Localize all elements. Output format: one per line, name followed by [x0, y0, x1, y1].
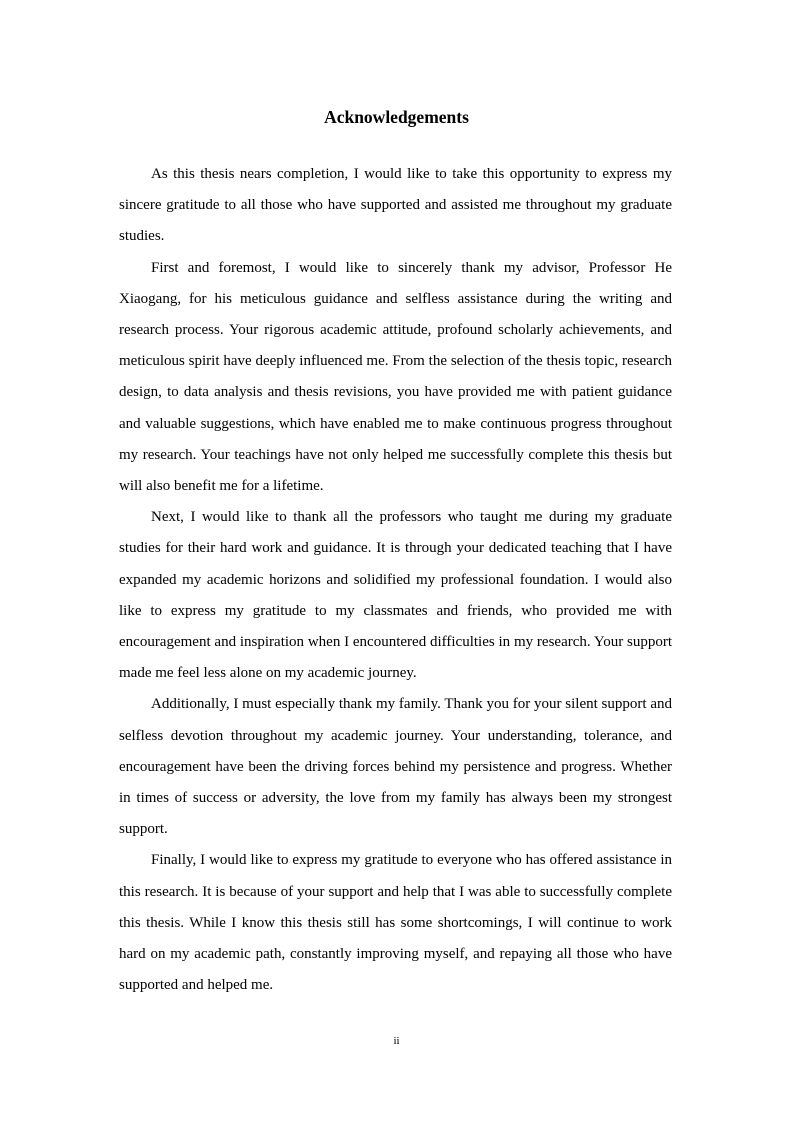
paragraph-2: First and foremost, I would like to sincerely thank my advisor, Professor He Xiaogang, for his meticulous guidance and selfless assistance during the writing and research process. Your rigorous academic attitude, profound scholarly achievements, and meticulous spirit have deeply influenced me. From the selection of the thesis topic, research design, to data analysis and thesis revisions, you have provided me with patient guidance and valuable suggestions, which have enabled me to make continuous progress throughout my research. Your teachings have not only helped me successfully complete this thesis but will also benefit me for a lifetime.: [119, 259, 672, 495]
paragraph-3: Next, I would like to thank all the professors who taught me during my graduate studies for their hard work and guidance. It is through your dedicated teaching that I have expanded my academic horizons and solidified my professional foundation. I would also like to express my gratitude to my classmates and friends, who provided me with encouragement and inspiration when I encountered difficulties in my research. Your support made me feel less alone on my academic journey.: [119, 509, 672, 682]
paragraph-4: Additionally, I must especially thank my family. Thank you for your silent support and selfless devotion throughout my academic journey. Your understanding, tolerance, and encouragement have been the driving forces behind my persistence and progress. Whether in times of success or adversity, the love from my family has always been my strongest support.: [119, 696, 672, 838]
page-number: ii: [393, 1035, 400, 1047]
acknowledgements-body: [119, 159, 672, 1001]
paragraph-1: As this thesis nears completion, I would like to take this opportunity to express my sincere gratitude to all those who have supported and assisted me throughout my graduate studies.: [119, 166, 672, 245]
paragraph-5: Finally, I would like to express my gratitude to everyone who has offered assistance in this research. It is because of your support and help that I was able to successfully complete this thesis. While I know this thesis still has some shortcomings, I will continue to work hard on my academic path, constantly improving myself, and repaying all those who have supported and helped me.: [119, 852, 672, 994]
page-title: Acknowledgements: [324, 107, 469, 127]
